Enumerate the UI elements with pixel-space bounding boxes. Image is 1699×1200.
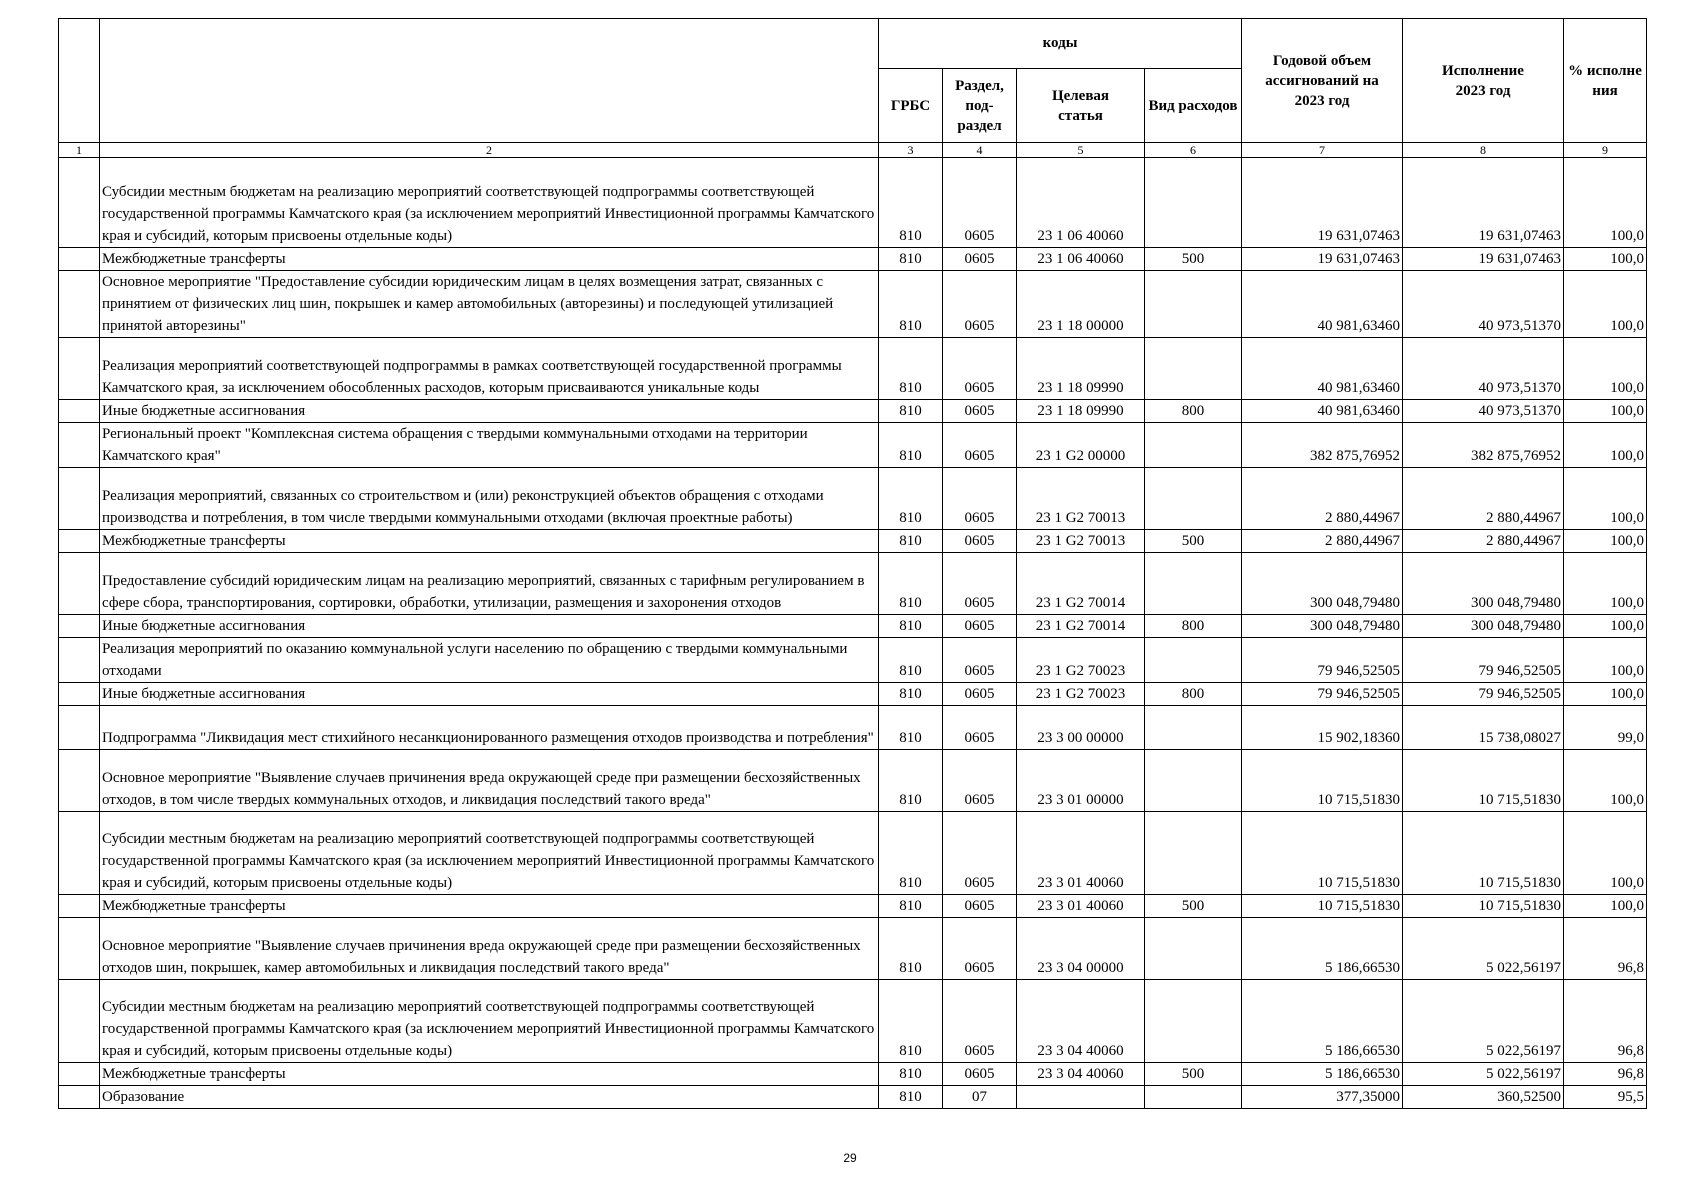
row-razdel: 0605 xyxy=(943,338,1017,400)
table-row xyxy=(59,812,1647,895)
row-vid xyxy=(1145,706,1242,750)
row-percent: 100,0 xyxy=(1564,812,1647,895)
row-number-cell xyxy=(59,812,100,895)
row-tselevaya: 23 3 00 00000 xyxy=(1017,706,1145,750)
column-number: 6 xyxy=(1145,143,1242,158)
row-grbs: 810 xyxy=(879,812,943,895)
table-row xyxy=(59,248,1647,271)
row-grbs: 810 xyxy=(879,338,943,400)
row-annual: 300 048,79480 xyxy=(1242,553,1403,615)
row-number-cell xyxy=(59,423,100,468)
row-percent: 100,0 xyxy=(1564,338,1647,400)
row-vid xyxy=(1145,468,1242,530)
column-number: 7 xyxy=(1242,143,1403,158)
row-percent: 96,8 xyxy=(1564,918,1647,980)
table-row xyxy=(59,400,1647,423)
row-tselevaya: 23 1 18 09990 xyxy=(1017,338,1145,400)
row-percent: 100,0 xyxy=(1564,468,1647,530)
row-razdel: 0605 xyxy=(943,553,1017,615)
row-annual: 19 631,07463 xyxy=(1242,248,1403,271)
row-annual: 15 902,18360 xyxy=(1242,706,1403,750)
row-execution: 40 973,51370 xyxy=(1403,271,1564,338)
row-tselevaya: 23 1 18 09990 xyxy=(1017,400,1145,423)
row-annual: 40 981,63460 xyxy=(1242,338,1403,400)
row-name: Субсидии местным бюджетам на реализацию мероприятий соответствующей подпрограммы соответствующей государственной программы Камчатского края (за исключением мероприятий Инвестиционной программы Камчатского края и субсидий, которым присвоены отдельные коды) xyxy=(100,158,879,248)
row-tselevaya: 23 3 04 00000 xyxy=(1017,918,1145,980)
row-percent: 100,0 xyxy=(1564,271,1647,338)
row-number-cell xyxy=(59,638,100,683)
row-name: Подпрограмма "Ликвидация мест стихийного несанкционированного размещения отходов производства и потребления" xyxy=(100,706,879,750)
row-vid xyxy=(1145,553,1242,615)
table-body xyxy=(59,143,1647,1109)
row-razdel: 0605 xyxy=(943,615,1017,638)
row-percent: 100,0 xyxy=(1564,400,1647,423)
row-execution: 40 973,51370 xyxy=(1403,338,1564,400)
row-tselevaya: 23 3 01 00000 xyxy=(1017,750,1145,812)
table-row xyxy=(59,683,1647,706)
row-name: Иные бюджетные ассигнования xyxy=(100,615,879,638)
row-number-cell xyxy=(59,895,100,918)
row-razdel: 0605 xyxy=(943,980,1017,1063)
row-razdel: 0605 xyxy=(943,468,1017,530)
column-number: 3 xyxy=(879,143,943,158)
header-execution: Исполнение 2023 год xyxy=(1403,19,1564,143)
row-grbs: 810 xyxy=(879,683,943,706)
row-execution: 382 875,76952 xyxy=(1403,423,1564,468)
row-razdel: 0605 xyxy=(943,683,1017,706)
header-percent: % исполне ния xyxy=(1564,19,1647,143)
row-number-cell xyxy=(59,553,100,615)
table-row xyxy=(59,638,1647,683)
row-annual: 40 981,63460 xyxy=(1242,271,1403,338)
row-tselevaya: 23 1 06 40060 xyxy=(1017,158,1145,248)
table-row xyxy=(59,980,1647,1063)
row-razdel: 0605 xyxy=(943,812,1017,895)
row-name: Образование xyxy=(100,1086,879,1109)
row-execution: 15 738,08027 xyxy=(1403,706,1564,750)
row-razdel: 0605 xyxy=(943,271,1017,338)
row-vid: 500 xyxy=(1145,530,1242,553)
row-annual: 79 946,52505 xyxy=(1242,638,1403,683)
row-annual: 5 186,66530 xyxy=(1242,1063,1403,1086)
row-annual: 5 186,66530 xyxy=(1242,980,1403,1063)
row-vid xyxy=(1145,918,1242,980)
table-row xyxy=(59,918,1647,980)
row-grbs: 810 xyxy=(879,980,943,1063)
row-number-cell xyxy=(59,400,100,423)
row-vid xyxy=(1145,638,1242,683)
row-tselevaya: 23 3 01 40060 xyxy=(1017,812,1145,895)
row-name: Основное мероприятие "Предоставление субсидии юридическим лицам в целях возмещения затрат, связанных с принятием от физических лиц шин, покрышек и камер автомобильных (авторезины) и последующей утилизацией принятой авторезины" xyxy=(100,271,879,338)
row-vid: 500 xyxy=(1145,248,1242,271)
row-name: Межбюджетные трансферты xyxy=(100,530,879,553)
page-number: 29 xyxy=(843,1151,857,1165)
row-tselevaya: 23 1 G2 70013 xyxy=(1017,468,1145,530)
row-vid xyxy=(1145,338,1242,400)
row-name: Межбюджетные трансферты xyxy=(100,1063,879,1086)
row-grbs: 810 xyxy=(879,423,943,468)
row-name: Межбюджетные трансферты xyxy=(100,895,879,918)
table-row xyxy=(59,1063,1647,1086)
row-vid xyxy=(1145,158,1242,248)
row-name: Иные бюджетные ассигнования xyxy=(100,400,879,423)
row-name: Реализация мероприятий, связанных со строительством и (или) реконструкцией объектов обращения с отходами производства и потребления, в том числе твердыми коммунальными отходами (включая проектные работы) xyxy=(100,468,879,530)
column-number-row xyxy=(59,143,1647,158)
row-annual: 300 048,79480 xyxy=(1242,615,1403,638)
row-number-cell xyxy=(59,615,100,638)
row-grbs: 810 xyxy=(879,271,943,338)
row-vid: 800 xyxy=(1145,400,1242,423)
row-number-cell xyxy=(59,750,100,812)
row-percent: 100,0 xyxy=(1564,750,1647,812)
table-row xyxy=(59,553,1647,615)
row-execution: 40 973,51370 xyxy=(1403,400,1564,423)
row-tselevaya: 23 3 04 40060 xyxy=(1017,980,1145,1063)
row-vid xyxy=(1145,1086,1242,1109)
row-grbs: 810 xyxy=(879,750,943,812)
row-grbs: 810 xyxy=(879,468,943,530)
table-row xyxy=(59,1086,1647,1109)
row-name: Региональный проект "Комплексная система обращения с твердыми коммунальными отходами на территории Камчатского края" xyxy=(100,423,879,468)
row-vid xyxy=(1145,271,1242,338)
row-execution: 2 880,44967 xyxy=(1403,468,1564,530)
column-number: 4 xyxy=(943,143,1017,158)
row-execution: 10 715,51830 xyxy=(1403,812,1564,895)
row-tselevaya: 23 3 01 40060 xyxy=(1017,895,1145,918)
row-annual: 377,35000 xyxy=(1242,1086,1403,1109)
row-name: Иные бюджетные ассигнования xyxy=(100,683,879,706)
row-tselevaya: 23 1 G2 70014 xyxy=(1017,615,1145,638)
row-grbs: 810 xyxy=(879,553,943,615)
row-number-cell xyxy=(59,683,100,706)
table-row xyxy=(59,271,1647,338)
row-vid xyxy=(1145,812,1242,895)
row-razdel: 0605 xyxy=(943,423,1017,468)
row-execution: 79 946,52505 xyxy=(1403,638,1564,683)
row-annual: 19 631,07463 xyxy=(1242,158,1403,248)
row-number-cell xyxy=(59,158,100,248)
row-annual: 382 875,76952 xyxy=(1242,423,1403,468)
row-tselevaya: 23 1 06 40060 xyxy=(1017,248,1145,271)
row-execution: 10 715,51830 xyxy=(1403,895,1564,918)
header-grbs: ГРБС xyxy=(879,69,943,143)
row-percent: 100,0 xyxy=(1564,638,1647,683)
row-execution: 5 022,56197 xyxy=(1403,980,1564,1063)
row-number-cell xyxy=(59,248,100,271)
table-row xyxy=(59,338,1647,400)
row-number-cell xyxy=(59,1063,100,1086)
row-grbs: 810 xyxy=(879,400,943,423)
row-execution: 300 048,79480 xyxy=(1403,615,1564,638)
row-razdel: 0605 xyxy=(943,638,1017,683)
table-row xyxy=(59,423,1647,468)
column-number: 1 xyxy=(59,143,100,158)
row-name: Предоставление субсидий юридическим лицам на реализацию мероприятий, связанных с тарифным регулированием в сфере сбора, транспортирования, сортировки, обработки, утилизации, размещения и захоронения отходов xyxy=(100,553,879,615)
row-razdel: 0605 xyxy=(943,706,1017,750)
row-execution: 10 715,51830 xyxy=(1403,750,1564,812)
row-razdel: 0605 xyxy=(943,530,1017,553)
row-annual: 10 715,51830 xyxy=(1242,812,1403,895)
row-name: Основное мероприятие "Выявление случаев причинения вреда окружающей среде при размещении бесхозяйственных отходов шин, покрышек, камер автомобильных и ликвидация последствий такого вреда" xyxy=(100,918,879,980)
row-number-cell xyxy=(59,918,100,980)
row-annual: 40 981,63460 xyxy=(1242,400,1403,423)
row-name: Реализация мероприятий соответствующей подпрограммы в рамках соответствующей государственной программы Камчатского края, за исключением обособленных расходов, которым присваиваются уникальные коды xyxy=(100,338,879,400)
table-row xyxy=(59,750,1647,812)
row-tselevaya: 23 1 G2 70023 xyxy=(1017,638,1145,683)
row-name: Субсидии местным бюджетам на реализацию мероприятий соответствующей подпрограммы соответствующей государственной программы Камчатского края (за исключением мероприятий Инвестиционной программы Камчатского края и субсидий, которым присвоены отдельные коды) xyxy=(100,980,879,1063)
header-razdel: Раздел, под-раздел xyxy=(943,69,1017,143)
row-percent: 100,0 xyxy=(1564,615,1647,638)
row-annual: 5 186,66530 xyxy=(1242,918,1403,980)
row-execution: 360,52500 xyxy=(1403,1086,1564,1109)
row-execution: 79 946,52505 xyxy=(1403,683,1564,706)
row-razdel: 0605 xyxy=(943,918,1017,980)
row-tselevaya: 23 1 G2 00000 xyxy=(1017,423,1145,468)
row-grbs: 810 xyxy=(879,530,943,553)
table-row xyxy=(59,895,1647,918)
row-number-cell xyxy=(59,706,100,750)
row-annual: 10 715,51830 xyxy=(1242,895,1403,918)
row-percent: 96,8 xyxy=(1564,1063,1647,1086)
table-row xyxy=(59,468,1647,530)
row-razdel: 0605 xyxy=(943,158,1017,248)
row-grbs: 810 xyxy=(879,1063,943,1086)
row-grbs: 810 xyxy=(879,615,943,638)
table-row xyxy=(59,706,1647,750)
row-tselevaya: 23 1 G2 70023 xyxy=(1017,683,1145,706)
row-percent: 100,0 xyxy=(1564,683,1647,706)
table-row xyxy=(59,158,1647,248)
row-tselevaya: 23 1 G2 70013 xyxy=(1017,530,1145,553)
row-grbs: 810 xyxy=(879,638,943,683)
row-grbs: 810 xyxy=(879,1086,943,1109)
row-vid xyxy=(1145,750,1242,812)
row-percent: 96,8 xyxy=(1564,980,1647,1063)
row-razdel: 0605 xyxy=(943,895,1017,918)
column-number: 9 xyxy=(1564,143,1647,158)
column-number: 5 xyxy=(1017,143,1145,158)
table-row xyxy=(59,530,1647,553)
row-execution: 19 631,07463 xyxy=(1403,248,1564,271)
row-annual: 2 880,44967 xyxy=(1242,530,1403,553)
row-vid xyxy=(1145,423,1242,468)
row-execution: 5 022,56197 xyxy=(1403,918,1564,980)
row-vid: 500 xyxy=(1145,895,1242,918)
row-annual: 79 946,52505 xyxy=(1242,683,1403,706)
row-grbs: 810 xyxy=(879,248,943,271)
table-row xyxy=(59,615,1647,638)
row-razdel: 0605 xyxy=(943,400,1017,423)
row-tselevaya xyxy=(1017,1086,1145,1109)
row-execution: 19 631,07463 xyxy=(1403,158,1564,248)
row-grbs: 810 xyxy=(879,918,943,980)
row-percent: 100,0 xyxy=(1564,423,1647,468)
row-razdel: 07 xyxy=(943,1086,1017,1109)
row-grbs: 810 xyxy=(879,706,943,750)
row-tselevaya: 23 1 18 00000 xyxy=(1017,271,1145,338)
row-name: Межбюджетные трансферты xyxy=(100,248,879,271)
header-tselevaya: Целевая статья xyxy=(1017,69,1145,143)
row-number-cell xyxy=(59,338,100,400)
row-vid xyxy=(1145,980,1242,1063)
column-number: 2 xyxy=(100,143,879,158)
header-vid: Вид расходов xyxy=(1145,69,1242,143)
row-percent: 95,5 xyxy=(1564,1086,1647,1109)
row-execution: 300 048,79480 xyxy=(1403,553,1564,615)
row-vid: 500 xyxy=(1145,1063,1242,1086)
header-annual: Годовой объем ассигнований на 2023 год xyxy=(1242,19,1403,143)
row-razdel: 0605 xyxy=(943,750,1017,812)
row-tselevaya: 23 3 04 40060 xyxy=(1017,1063,1145,1086)
row-number-cell xyxy=(59,530,100,553)
row-percent: 100,0 xyxy=(1564,248,1647,271)
row-percent: 100,0 xyxy=(1564,895,1647,918)
row-grbs: 810 xyxy=(879,158,943,248)
row-percent: 100,0 xyxy=(1564,553,1647,615)
row-vid: 800 xyxy=(1145,615,1242,638)
row-name: Основное мероприятие "Выявление случаев причинения вреда окружающей среде при размещении бесхозяйственных отходов, в том числе твердых коммунальных отходов, и ликвидация последствий такого вреда" xyxy=(100,750,879,812)
row-number-cell xyxy=(59,980,100,1063)
row-name: Реализация мероприятий по оказанию коммунальной услуги населению по обращению с твердыми коммунальными отходами xyxy=(100,638,879,683)
row-number-cell xyxy=(59,1086,100,1109)
header-blank-number xyxy=(59,19,100,143)
row-vid: 800 xyxy=(1145,683,1242,706)
row-tselevaya: 23 1 G2 70014 xyxy=(1017,553,1145,615)
row-name: Субсидии местным бюджетам на реализацию мероприятий соответствующей подпрограммы соответствующей государственной программы Камчатского края (за исключением мероприятий Инвестиционной программы Камчатского края и субсидий, которым присвоены отдельные коды) xyxy=(100,812,879,895)
row-percent: 99,0 xyxy=(1564,706,1647,750)
row-razdel: 0605 xyxy=(943,248,1017,271)
column-number: 8 xyxy=(1403,143,1564,158)
row-razdel: 0605 xyxy=(943,1063,1017,1086)
row-grbs: 810 xyxy=(879,895,943,918)
header-codes: коды xyxy=(879,19,1242,69)
row-annual: 10 715,51830 xyxy=(1242,750,1403,812)
row-execution: 5 022,56197 xyxy=(1403,1063,1564,1086)
budget-table xyxy=(58,18,1647,1109)
header-blank-name xyxy=(100,19,879,143)
row-percent: 100,0 xyxy=(1564,158,1647,248)
row-annual: 2 880,44967 xyxy=(1242,468,1403,530)
row-percent: 100,0 xyxy=(1564,530,1647,553)
row-number-cell xyxy=(59,468,100,530)
row-number-cell xyxy=(59,271,100,338)
row-execution: 2 880,44967 xyxy=(1403,530,1564,553)
